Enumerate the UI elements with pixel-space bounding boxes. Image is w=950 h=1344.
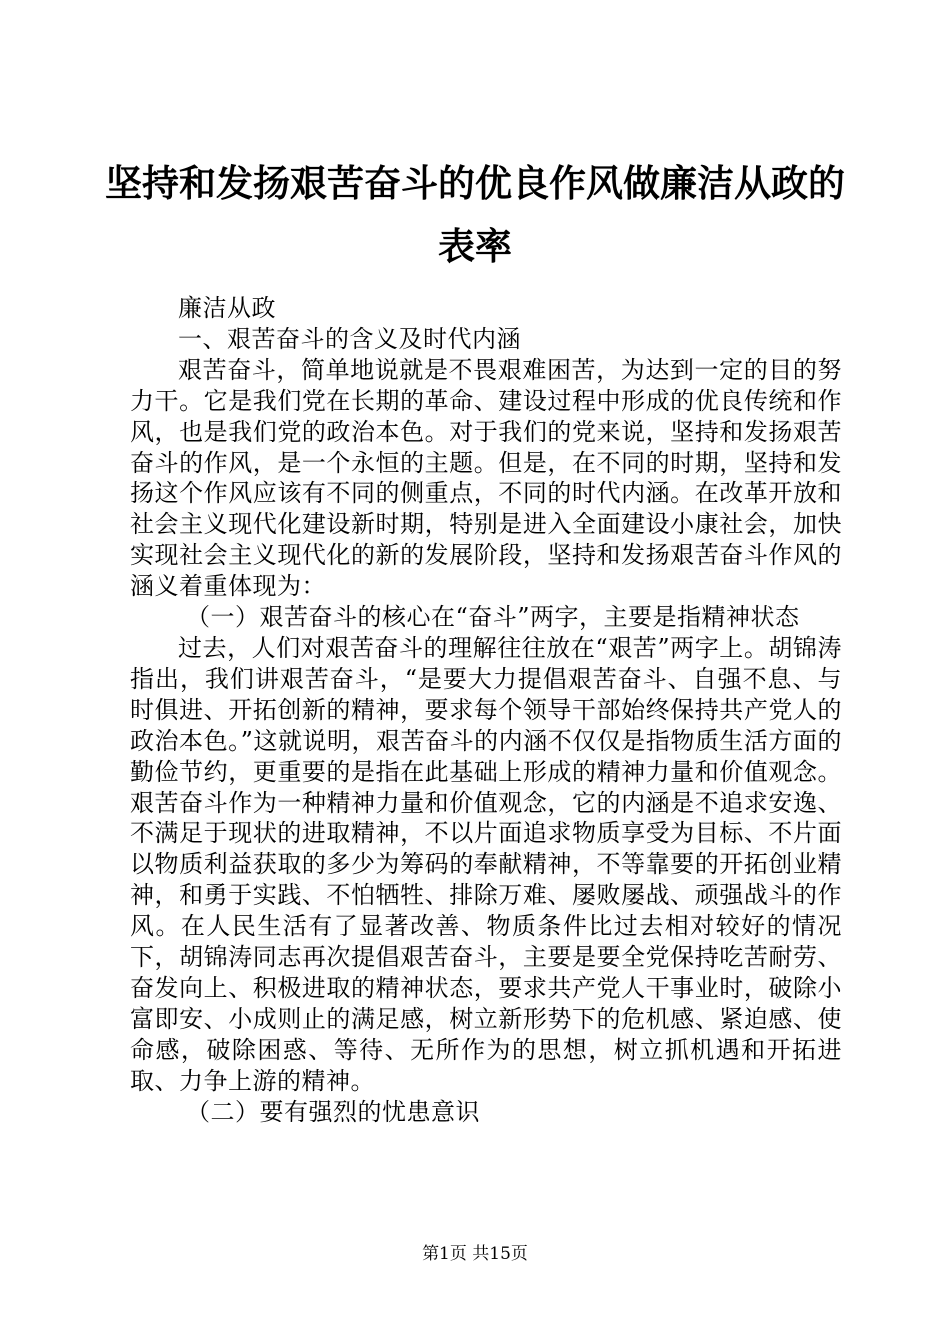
body-paragraph: 艰苦奋斗，简单地说就是不畏艰难困苦，为达到一定的目的努力干。它是我们党在长期的革命、建设过程中形成的优良传统和作风，也是我们党的政治本色。对于我们的党来说，坚持和发扬艰苦奋斗的作风，是一个永恒的主题。但是，在不同的时期，坚持和发扬这个作风应该有不同的侧重点，不同的时代内涵。在改革开放和社会主义现代化建设新时期，特别是进入全面建设小康社会，加快实现社会主义现代化的新的发展阶段，坚持和发扬艰苦奋斗作风的涵义着重体现为： bbox=[130, 355, 842, 601]
subsection-heading: （一）艰苦奋斗的核心在“奋斗”两字，主要是指精神状态 bbox=[186, 603, 800, 632]
body-paragraph: 过去，人们对艰苦奋斗的理解往往放在“艰苦”两字上。胡锦涛指出，我们讲艰苦奋斗，“是要大力提倡艰苦奋斗、自强不息、与时俱进、开拓创新的精神，要求每个领导干部始终保持共产党人的政治本色。”这就说明，艰苦奋斗的内涵不仅仅是指物质生活方面的勤俭节约，更重要的是指在此基础上形成的精神力量和价值观念。艰苦奋斗作为一种精神力量和价值观念，它的内涵是不追求安逸、不满足于现状的进取精神，不以片面追求物质享受为目标、不片面以物质利益获取的多少为筹码的奉献精神，不等靠要的开拓创业精神，和勇于实践、不怕牺牲、排除万难、屡败屡战、顽强战斗的作风。在人民生活有了显著改善、物质条件比过去相对较好的情况下，胡锦涛同志再次提倡艰苦奋斗，主要是要全党保持吃苦耐劳、奋发向上、积极进取的精神状态，要求共产党人干事业时，破除小富即安、小成则止的满足感，树立新形势下的危机感、紧迫感、使命感，破除困惑、等待、无所作为的思想，树立抓机遇和开拓进取、力争上游的精神。 bbox=[130, 633, 842, 1095]
section-heading: 一、艰苦奋斗的含义及时代内涵 bbox=[178, 324, 521, 353]
section-label: 廉洁从政 bbox=[178, 294, 276, 322]
subsection-heading: （二）要有强烈的忧患意识 bbox=[186, 1097, 480, 1126]
document-body bbox=[130, 293, 842, 1127]
document-title: 坚持和发扬艰苦奋斗的优良作风做廉洁从政的表率 bbox=[105, 161, 845, 268]
page-footer: 第1页 共15页 bbox=[422, 1244, 528, 1264]
